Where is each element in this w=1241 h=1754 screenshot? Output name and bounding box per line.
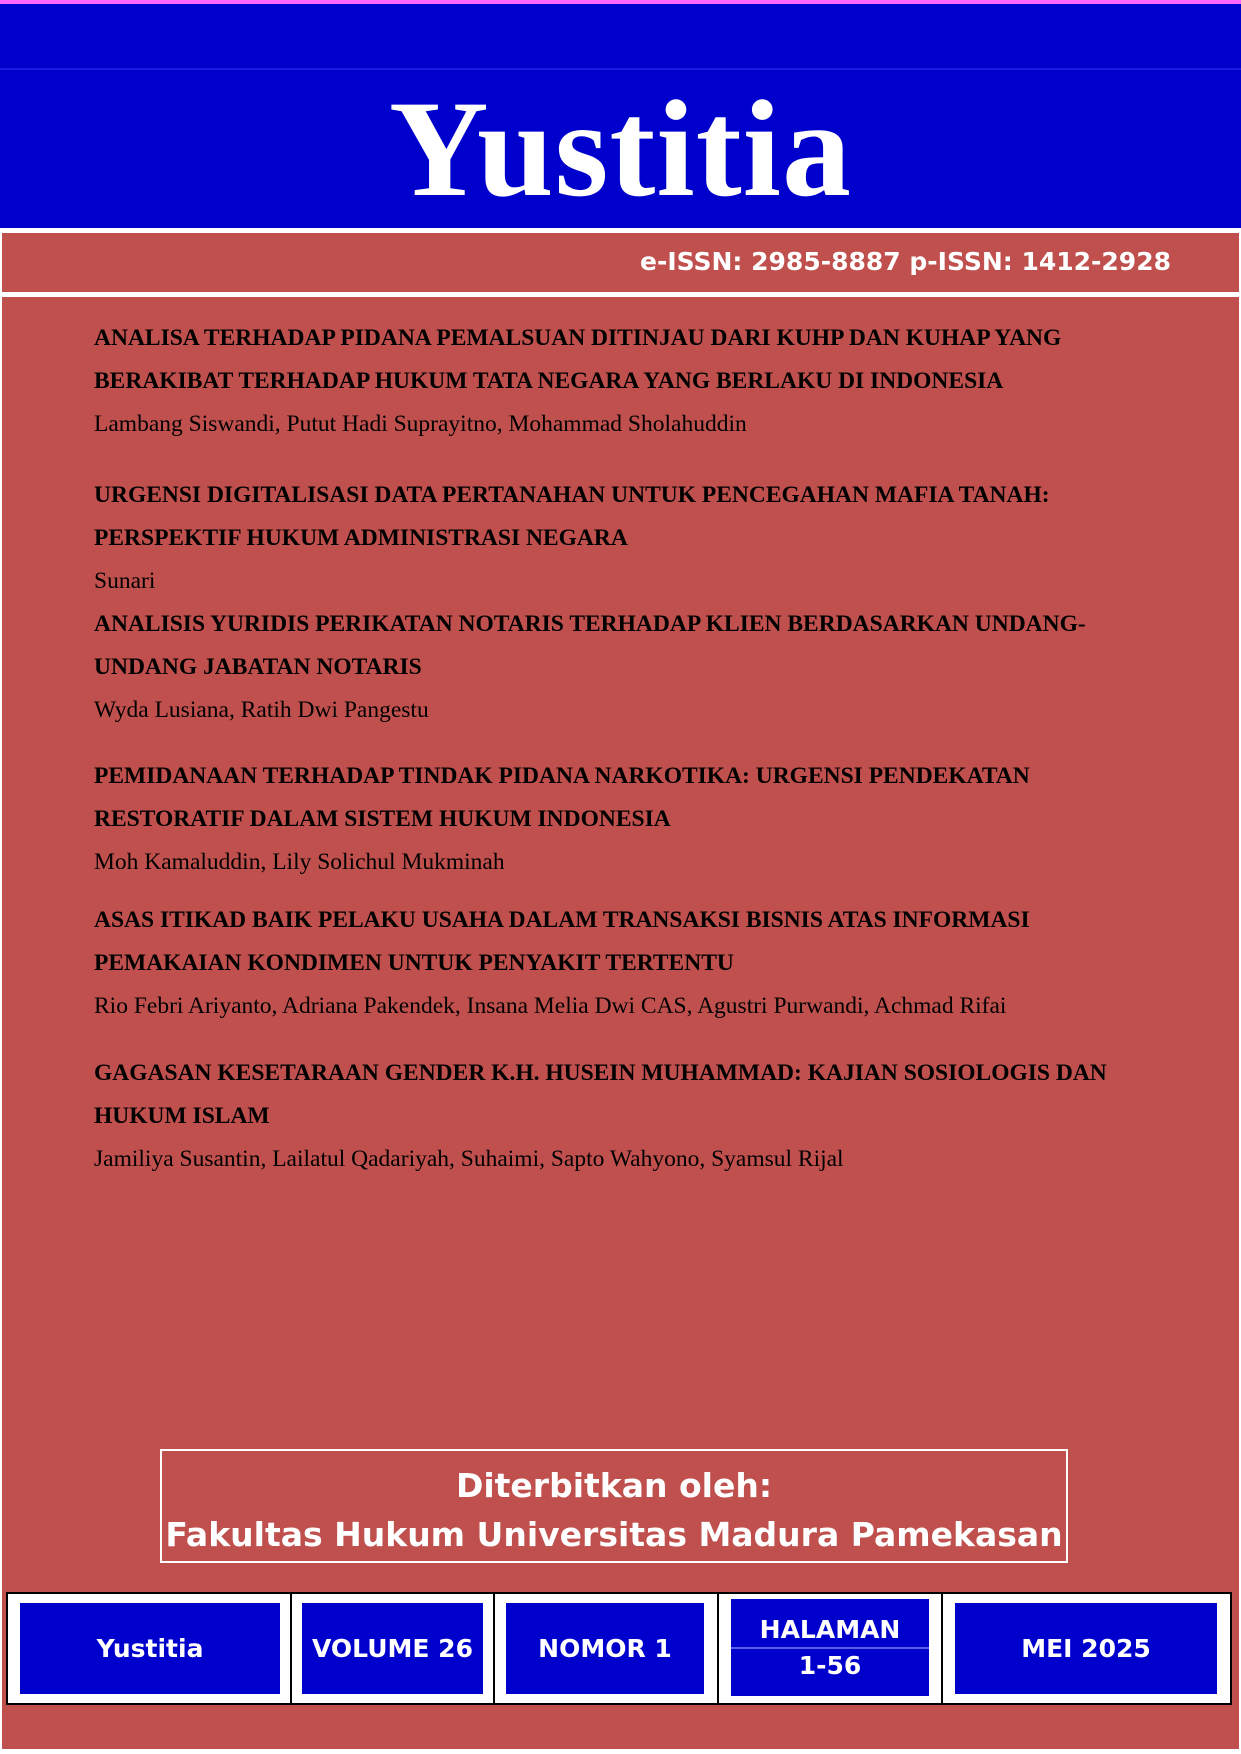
masthead-divider	[0, 68, 1241, 70]
footer-date-text: MEI 2025	[1021, 1633, 1151, 1663]
footer-pages-range: 1-56	[798, 1650, 862, 1680]
footer-volume-text: VOLUME 26	[312, 1633, 473, 1663]
article-title: ANALISA TERHADAP PIDANA PEMALSUAN DITINJAU DARI KUHP DAN KUHAP YANG BERAKIBAT TERHADAP HUKUM TATA NEGARA YANG BERLAKU DI INDONESIA	[94, 325, 1062, 394]
article-title: GAGASAN KESETARAAN GENDER K.H. HUSEIN MUHAMMAD: KAJIAN SOSIOLOGIS DAN HUKUM ISLAM	[94, 1060, 1107, 1129]
article-title: ASAS ITIKAD BAIK PELAKU USAHA DALAM TRANSAKSI BISNIS ATAS INFORMASI PEMAKAIAN KONDIMEN UNTUK PENYAKIT TERTENTU	[94, 907, 1030, 976]
footer-volume	[302, 1603, 483, 1694]
footer-journal	[20, 1603, 280, 1694]
article-3	[94, 603, 1174, 732]
article-title: ANALISIS YURIDIS PERIKATAN NOTARIS TERHADAP KLIEN BERDASARKAN UNDANG-UNDANG JABATAN NOTARIS	[94, 611, 1086, 680]
footer-cell-date	[943, 1594, 1230, 1703]
footer-pages-label: HALAMAN	[759, 1614, 901, 1644]
article-title: PEMIDANAAN TERHADAP TINDAK PIDANA NARKOTIKA: URGENSI PENDEKATAN RESTORATIF DALAM SISTEM HUKUM INDONESIA	[94, 763, 1030, 832]
article-authors: Wyda Lusiana, Ratih Dwi Pangestu	[94, 697, 429, 723]
issn-text: e-ISSN: 2985-8887 p-ISSN: 1412-2928	[639, 247, 1171, 276]
footer-pages	[731, 1599, 929, 1696]
footer-cell-journal	[8, 1594, 292, 1703]
article-1	[94, 317, 1174, 446]
footer-number-text: NOMOR 1	[538, 1633, 672, 1663]
publisher-name: Fakultas Hukum Universitas Madura Pamekasan	[165, 1515, 1063, 1554]
article-authors: Jamiliya Susantin, Lailatul Qadariyah, Suhaimi, Sapto Wahyono, Syamsul Rijal	[94, 1146, 844, 1172]
publisher-label: Diterbitkan oleh:	[455, 1466, 773, 1505]
issn-bar	[2, 233, 1239, 295]
publisher-box	[160, 1449, 1068, 1563]
article-authors: Lambang Siswandi, Putut Hadi Suprayitno, Mohammad Sholahuddin	[94, 411, 747, 437]
masthead	[0, 4, 1241, 228]
article-authors: Moh Kamaluddin, Lily Solichul Mukminah	[94, 849, 505, 875]
contents-panel	[2, 297, 1239, 1749]
article-2	[94, 474, 1174, 603]
article-title: URGENSI DIGITALISASI DATA PERTANAHAN UNTUK PENCEGAHAN MAFIA TANAH: PERSPEKTIF HUKUM ADMINISTRASI NEGARA	[94, 482, 1050, 551]
article-4	[94, 755, 1174, 884]
footer-journal-text: Yustitia	[96, 1633, 204, 1663]
footer-date	[955, 1603, 1217, 1694]
footer-cell-pages	[719, 1594, 943, 1703]
article-authors: Sunari	[94, 568, 156, 594]
journal-title: Yustitia	[388, 72, 853, 225]
footer-number	[506, 1603, 704, 1694]
footer-cell-volume	[292, 1594, 495, 1703]
article-authors: Rio Febri Ariyanto, Adriana Pakendek, Insana Melia Dwi CAS, Agustri Purwandi, Achmad Rifai	[94, 993, 1007, 1019]
issue-info-footer	[6, 1592, 1232, 1705]
footer-cell-number	[495, 1594, 719, 1703]
article-6	[94, 1052, 1174, 1181]
article-5	[94, 899, 1174, 1028]
